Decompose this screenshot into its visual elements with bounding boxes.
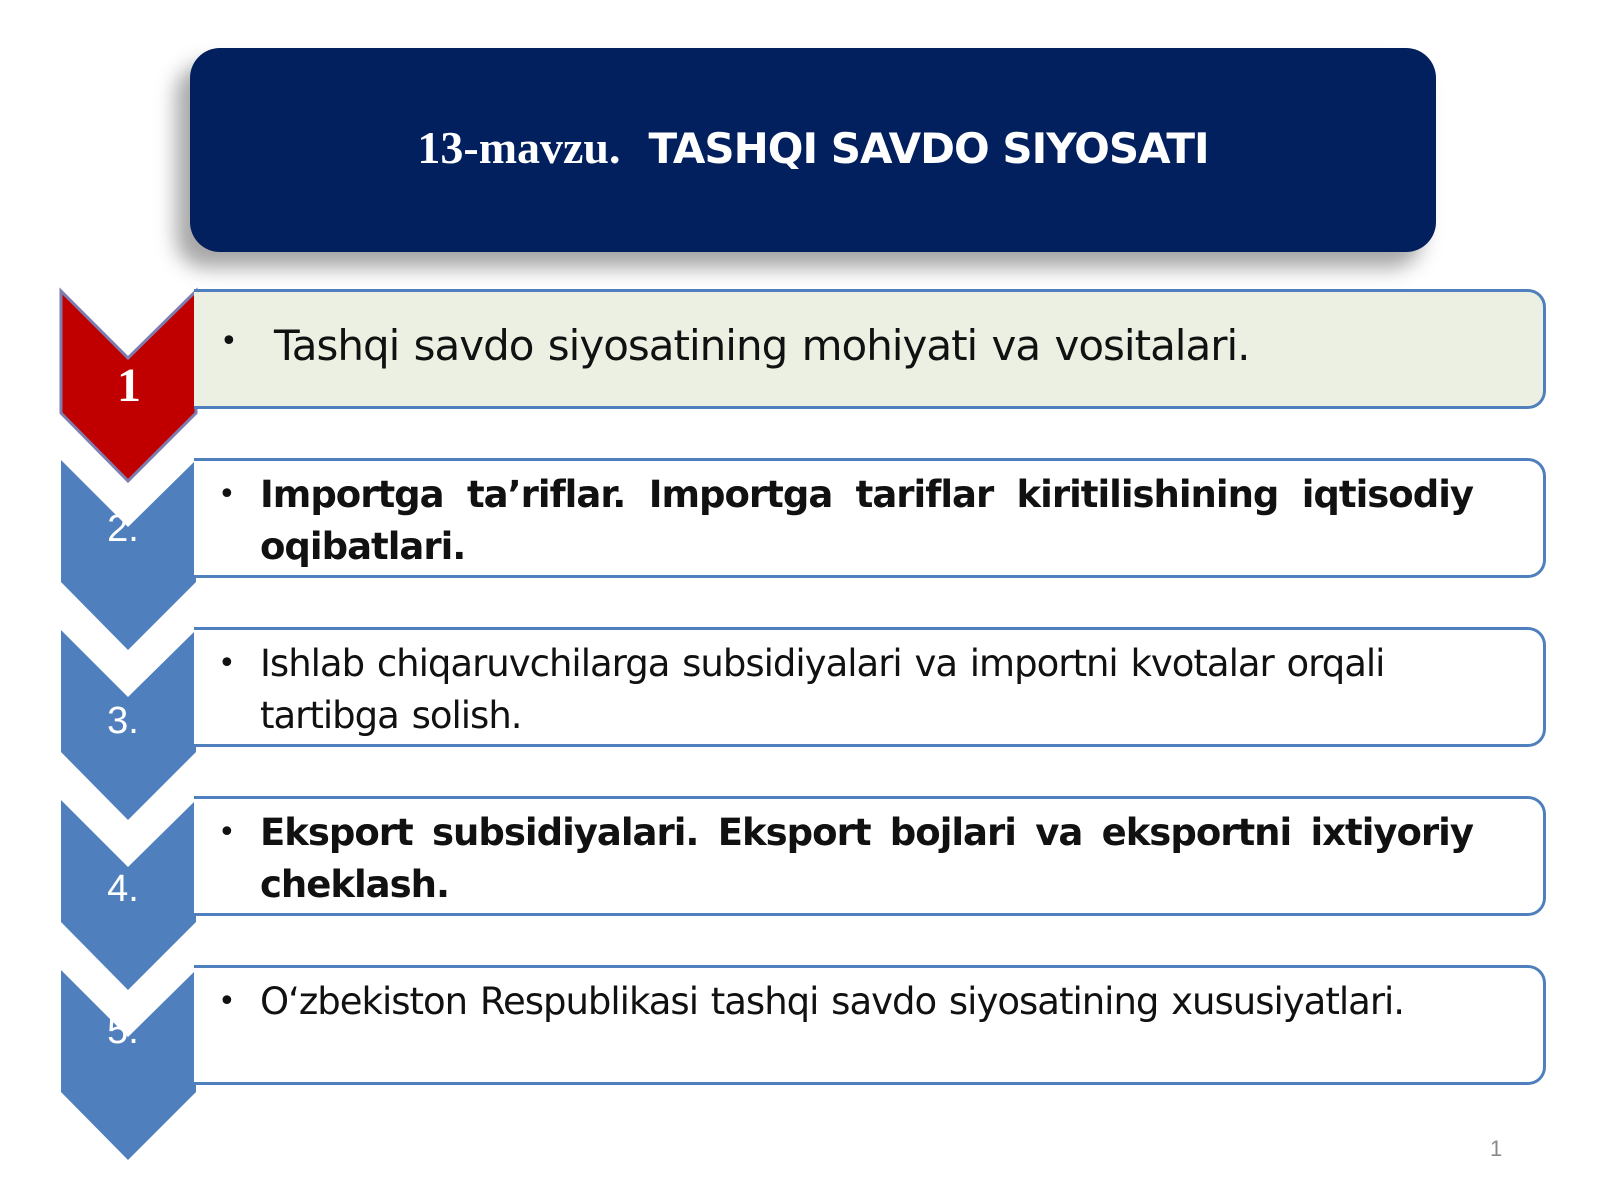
title-topic-name: TASHQI SAVDO SIYOSATI <box>648 123 1209 173</box>
list-item-text: Tashqi savdo siyosatining mohiyati va vositalari. <box>274 321 1250 370</box>
chevron-number-5: 5. <box>107 1010 139 1052</box>
page-number: 1 <box>1490 1136 1503 1161</box>
chevron-number-3: 3. <box>107 700 139 742</box>
list-item-2 <box>194 458 1546 578</box>
chevron-5 <box>61 970 196 1160</box>
list-item-1 <box>194 289 1546 409</box>
chevron-number-2: 2. <box>107 508 139 550</box>
chevron-2 <box>61 460 196 650</box>
bullet-marker: • <box>218 646 236 681</box>
list-item-3 <box>194 627 1546 747</box>
list-item-5 <box>194 965 1546 1085</box>
list-item-4 <box>194 796 1546 916</box>
bullet-marker: • <box>218 477 236 512</box>
list-item-text: Ishlab chiqaruvchilarga subsidiyalari va importni kvotalar orqali tartibga solish. <box>260 642 1385 737</box>
chevron-number-4: 4. <box>107 868 139 910</box>
title-topic-number: 13-mavzu. <box>417 121 621 173</box>
list-item-text: O‘zbekiston Respublikasi tashqi savdo siyosatining xususiyatlari. <box>260 980 1405 1023</box>
chevron-number-1: 1 <box>117 359 141 412</box>
bullet-marker: • <box>218 984 236 1019</box>
list-item-text: Eksport subsidiyalari. Eksport bojlari va eksportni ixtiyoriy cheklash. <box>260 811 1473 906</box>
bullet-marker: • <box>218 815 236 850</box>
list-item-text: Importga ta’riflar. Importga tariflar kiritilishining iqtisodiy oqibatlari. <box>260 473 1473 568</box>
bullet-marker: • <box>220 324 238 359</box>
